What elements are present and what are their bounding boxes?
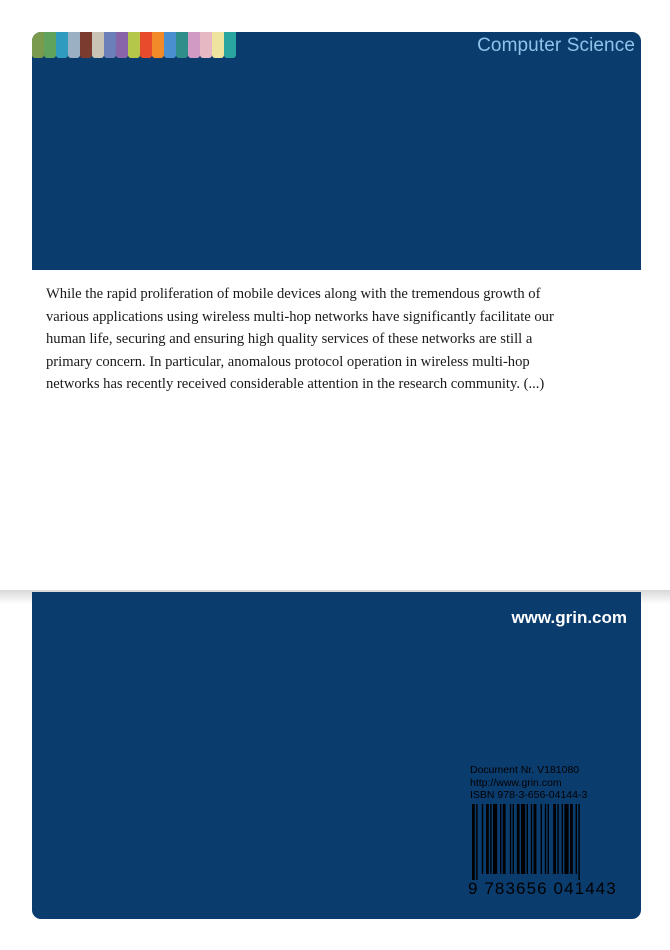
color-stripe bbox=[236, 32, 248, 58]
color-stripe bbox=[68, 32, 80, 58]
color-stripe bbox=[128, 32, 140, 58]
document-number: Document Nr. V181080 bbox=[470, 764, 580, 776]
color-stripes bbox=[32, 32, 248, 58]
color-stripe bbox=[224, 32, 236, 58]
barcode-icon bbox=[466, 804, 626, 880]
color-stripe bbox=[32, 32, 44, 58]
color-stripe bbox=[152, 32, 164, 58]
color-stripe bbox=[56, 32, 68, 58]
blurb-text bbox=[46, 283, 556, 396]
color-stripe bbox=[92, 32, 104, 58]
color-stripe bbox=[176, 32, 188, 58]
barcode-block bbox=[466, 764, 629, 900]
document-url: http://www.grin.com bbox=[470, 776, 562, 789]
color-stripe bbox=[212, 32, 224, 58]
barcode-digits: 9 783656 041443 bbox=[468, 879, 617, 898]
category-label: Computer Science bbox=[477, 35, 635, 56]
isbn-number: ISBN 978-3-656-04144-3 bbox=[470, 789, 588, 801]
color-stripe bbox=[80, 32, 92, 58]
color-stripe bbox=[164, 32, 176, 58]
color-stripe bbox=[116, 32, 128, 58]
color-stripe bbox=[200, 32, 212, 58]
publisher-website[interactable]: www.grin.com bbox=[511, 608, 627, 627]
top-blue-panel bbox=[32, 32, 641, 270]
blurb-paragraph: While the rapid proliferation of mobile devices along with the tremendous growth of various applications using wireless multi-hop networks have significantly facilitate our human life, securing and ensuring high quality services of these networks are still a primary concern. In particular, anomalous protocol operation in wireless multi-hop networks has recently received considerable attention in the research community. (...) bbox=[46, 286, 554, 393]
color-stripe bbox=[104, 32, 116, 58]
color-stripe bbox=[140, 32, 152, 58]
color-stripe bbox=[188, 32, 200, 58]
document-info bbox=[470, 764, 587, 802]
color-stripe bbox=[44, 32, 56, 58]
bottom-blue-panel bbox=[32, 592, 641, 919]
